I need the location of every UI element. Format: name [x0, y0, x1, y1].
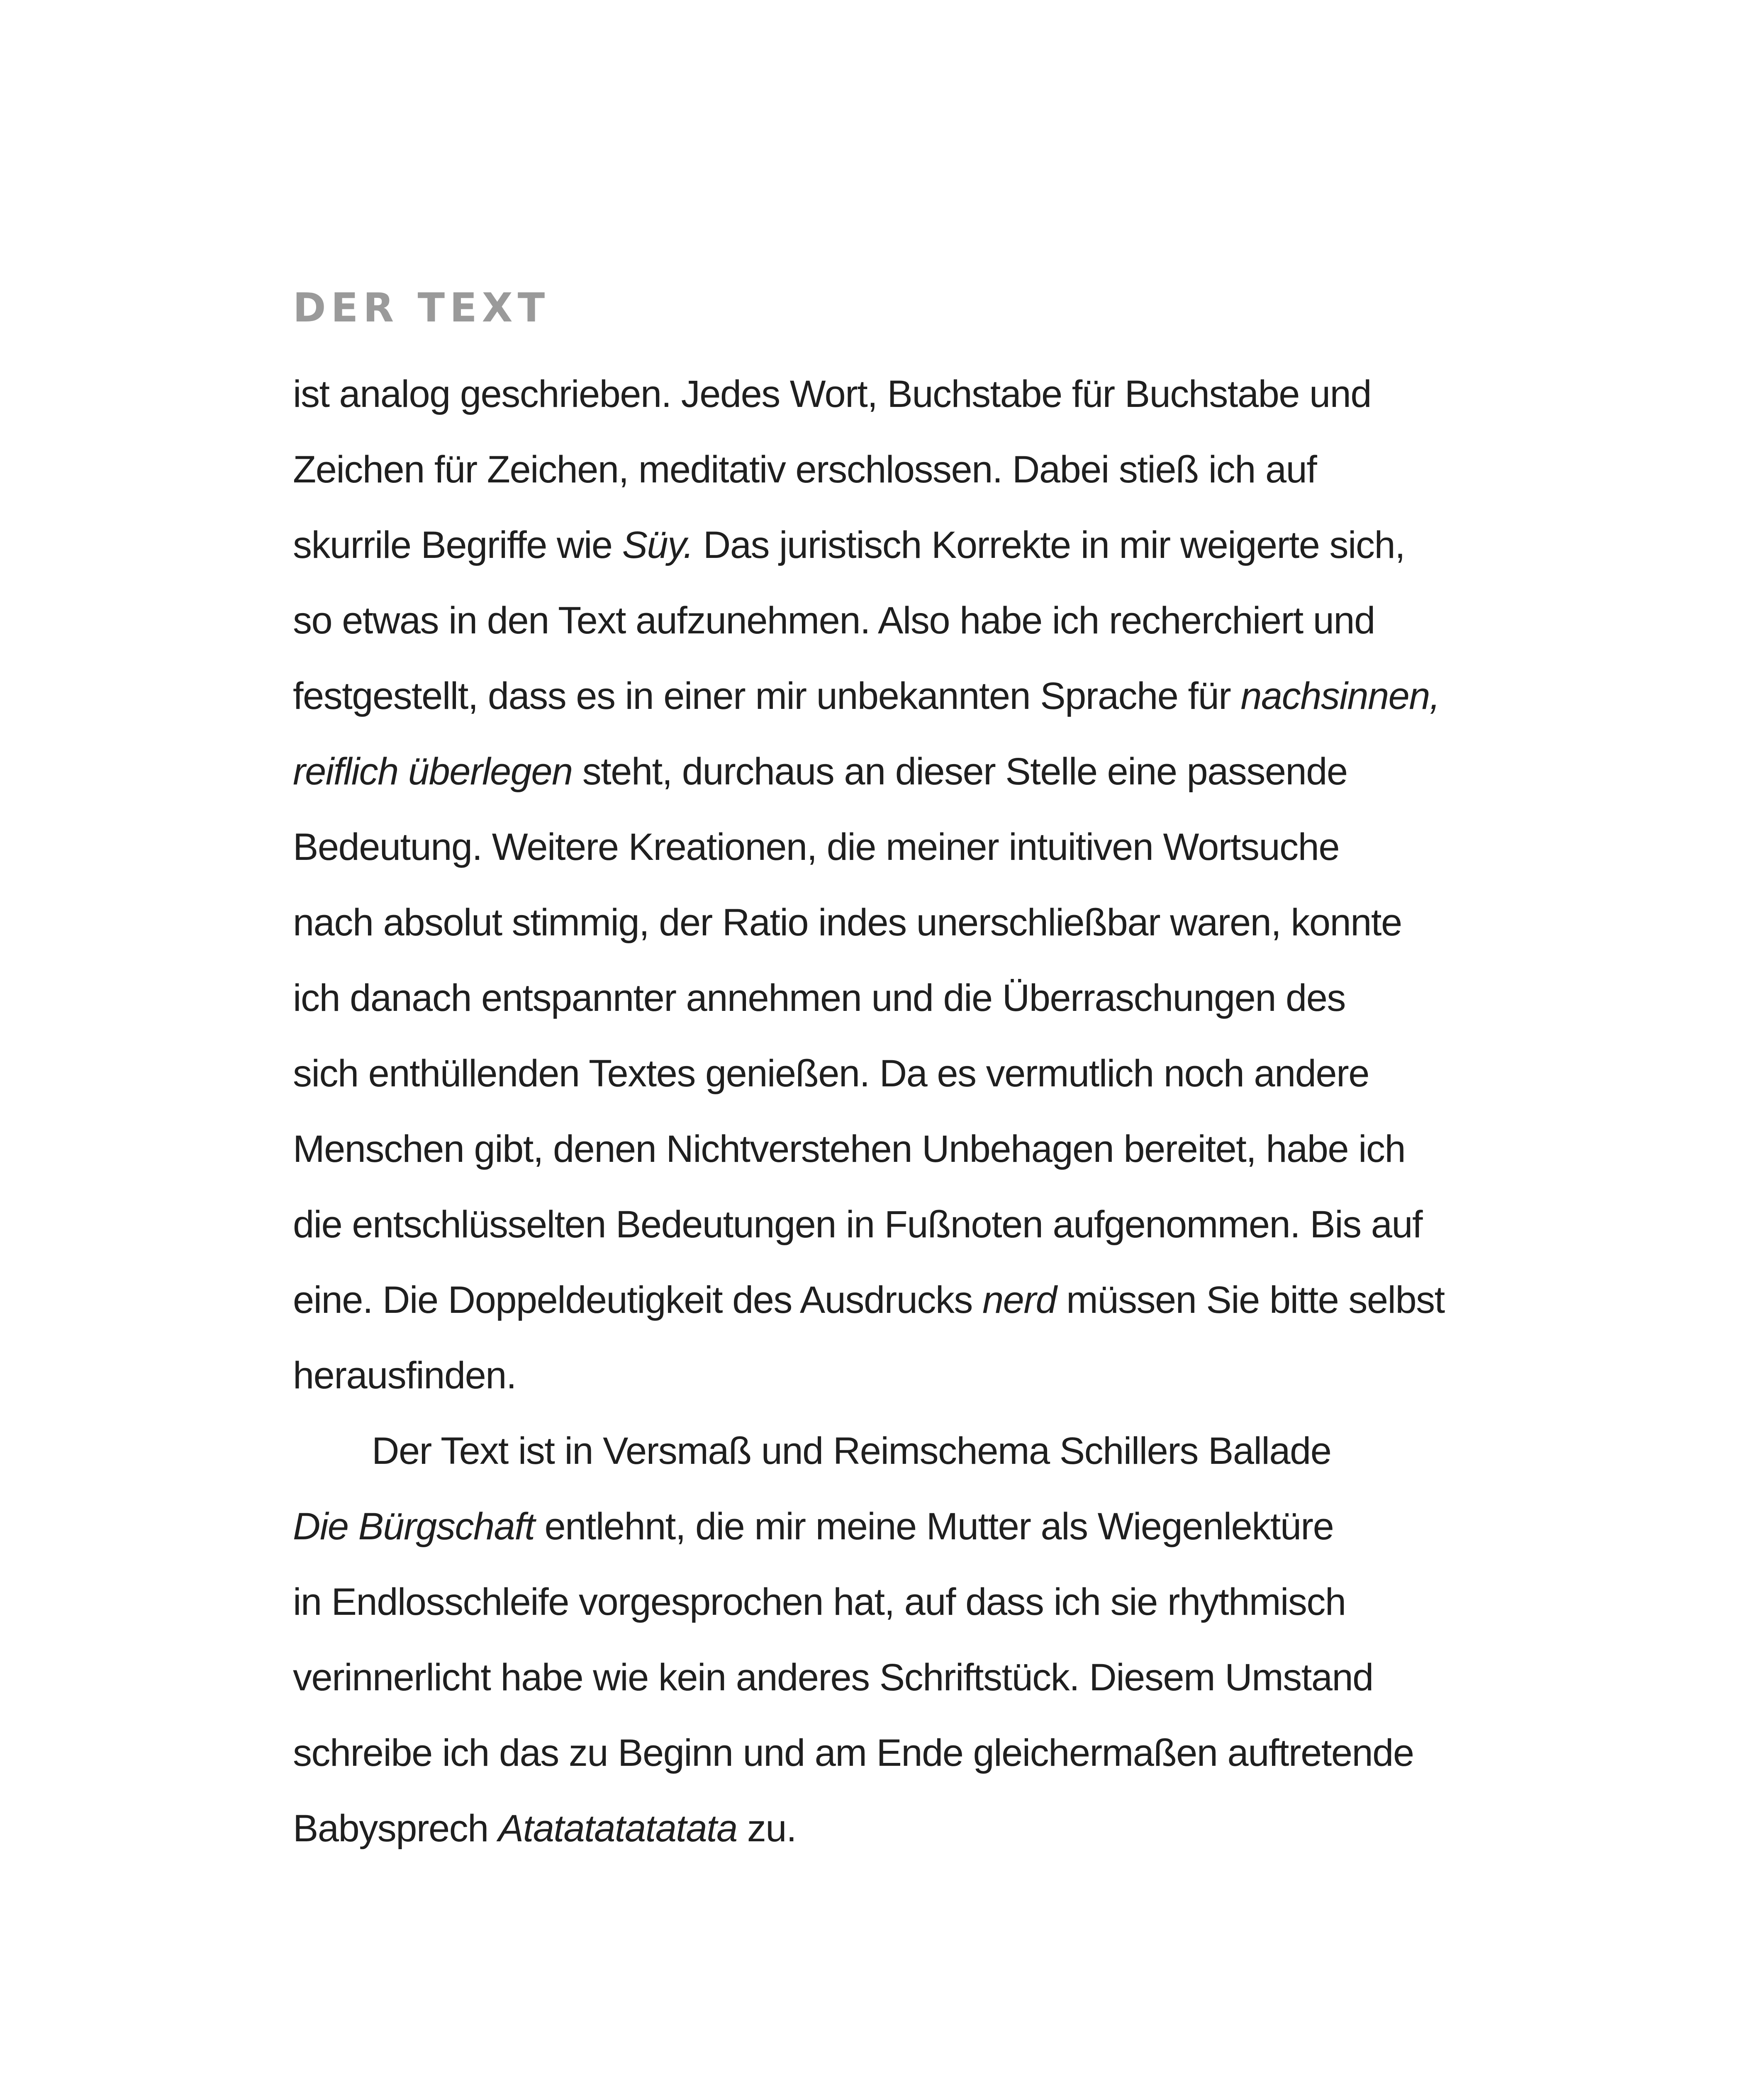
title-italic: Die Bürgschaft — [293, 1505, 535, 1548]
text-line: verinnerlicht habe wie kein anderes Schriftstück. Diesem Umstand — [293, 1656, 1373, 1699]
text-line: herausfinden. — [293, 1354, 517, 1397]
paragraph-2 — [293, 1413, 1537, 1866]
text-line: Babysprech Atatatatatatata zu. — [293, 1807, 797, 1850]
text-line: in Endlosschleife vorgesprochen hat, auf dass ich sie rhythmisch — [293, 1581, 1346, 1623]
text-line: skurrile Begriffe wie Süy. Das juristisch Korrekte in mir weigerte sich, — [293, 524, 1405, 566]
text-line: Der Text ist in Versmaß und Reimschema Schillers Ballade — [372, 1430, 1331, 1472]
text-line: sich enthüllenden Textes genießen. Da es vermutlich noch andere — [293, 1052, 1369, 1095]
paragraph-1 — [293, 356, 1537, 1413]
text-line: nach absolut stimmig, der Ratio indes unerschließbar waren, konnte — [293, 901, 1402, 944]
text-line: eine. Die Doppeldeutigkeit des Ausdrucks nerd müssen Sie bitte selbst — [293, 1279, 1445, 1321]
text-line: Bedeutung. Weitere Kreationen, die meiner intuitiven Wortsuche — [293, 826, 1339, 868]
body-text — [293, 356, 1537, 1866]
text-line: die entschlüsselten Bedeutungen in Fußnoten aufgenommen. Bis auf — [293, 1203, 1423, 1246]
section-heading: DER TEXT — [293, 285, 550, 331]
text-line: reiflich überlegen steht, durchaus an dieser Stelle eine passende — [293, 750, 1347, 793]
text-line: so etwas in den Text aufzunehmen. Also habe ich recherchiert und — [293, 599, 1375, 642]
text-line: festgestellt, dass es in einer mir unbekannten Sprache für nachsinnen, — [293, 675, 1440, 717]
term-italic: nerd — [982, 1279, 1057, 1321]
text-line: ich danach entspannter annehmen und die Überraschungen des — [293, 977, 1345, 1019]
term-italic: Süy. — [622, 524, 693, 566]
term-italic: Atatatatatatata — [498, 1807, 737, 1850]
text-line: Die Bürgschaft entlehnt, die mir meine Mutter als Wiegenlektüre — [293, 1505, 1334, 1548]
text-line: Zeichen für Zeichen, meditativ erschlossen. Dabei stieß ich auf — [293, 448, 1317, 491]
text-line: Menschen gibt, denen Nichtverstehen Unbehagen bereitet, habe ich — [293, 1128, 1406, 1170]
term-italic: nachsinnen, — [1240, 675, 1440, 717]
text-line: schreibe ich das zu Beginn und am Ende gleichermaßen auftretende — [293, 1732, 1414, 1774]
term-italic: reiflich überlegen — [293, 750, 573, 793]
text-line: ist analog geschrieben. Jedes Wort, Buchstabe für Buchstabe und — [293, 373, 1372, 415]
